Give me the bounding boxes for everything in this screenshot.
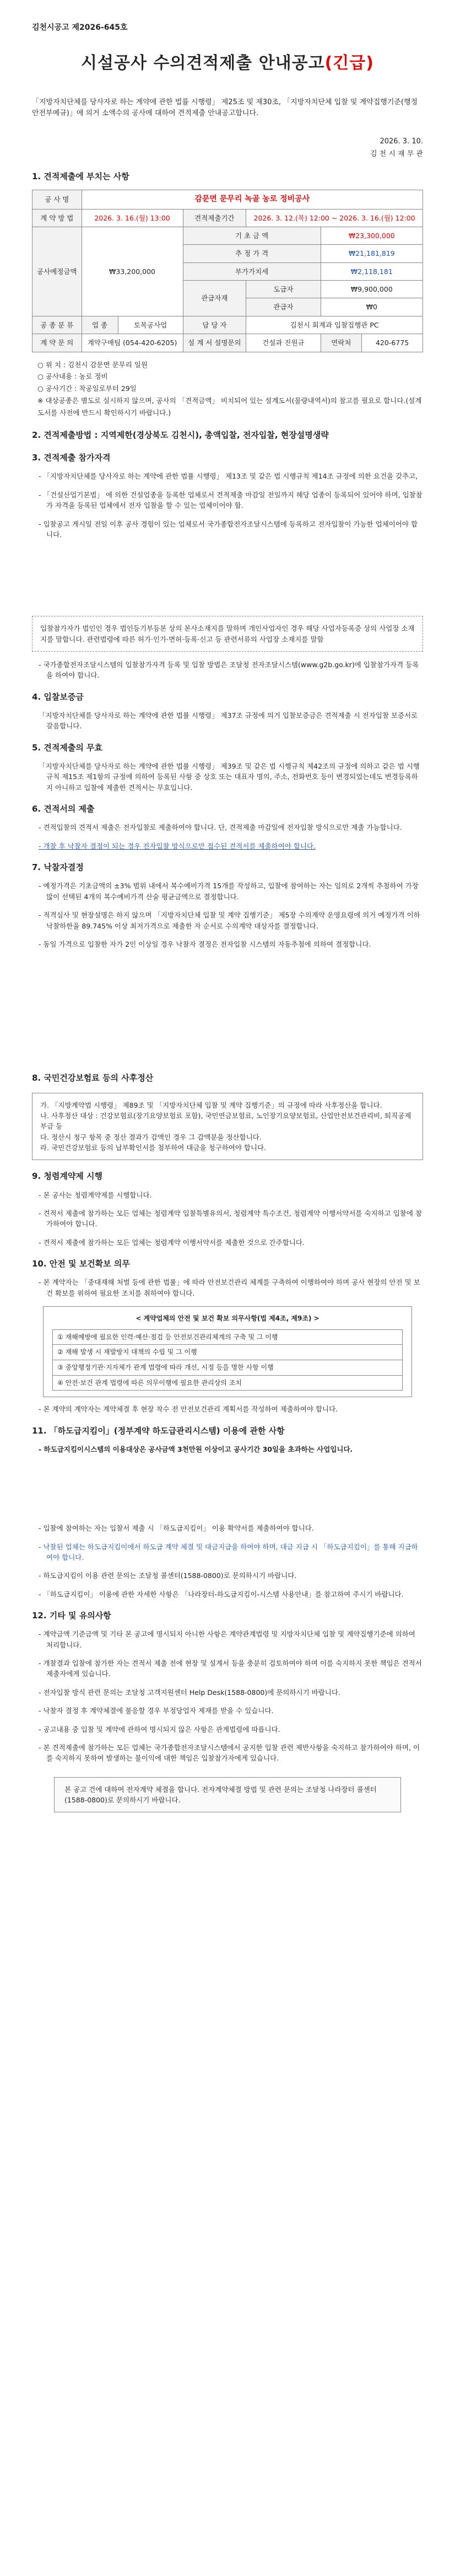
contact-value: 김천시 회계과 입찰집행관 PC [246,316,423,334]
contractor-label: 도급자 [246,281,321,298]
estimate-value: ₩33,200,000 [82,227,183,316]
section-11-title: 11. 「하도급지킴이」(정부계약 하도급관리시스템) 이용에 관한 사항 [32,1425,285,1436]
safety-duty-row: ① 재해예방에 필요한 인력·예산·점검 등 안전보건관리체계의 구축 및 그 이행 [52,1329,403,1345]
section-11-list [39,1523,423,1600]
date-block [32,136,423,160]
estimated-price-label: 추 정 가 격 [183,245,321,262]
design-phone: 420-6775 [362,334,423,352]
urgent-tag: (긴급) [324,53,374,73]
list-item: - 본 공사는 청렴계약제를 시행합니다. [39,1190,152,1199]
safety-duties-title: < 계약업체의 안전 및 보건 확보 의무사항(법 제4조, 제9조) > [136,1314,319,1323]
section-5-text: 「지방자치단체를 당사자로 하는 계약에 관한 법률 시행령」 제39조 및 같은 법 시행규칙 제42조의 규정에 의하고 같은 법 시행규칙 제15조 제1항의 규정에 의하여 등록된 사항 중 상호 또는 대표자 명의, 주소, 전화번호 등이 변경되었는데도 변경등록하지 아니하고 입찰에 제출한 견적서는 무효입니다. [39,762,420,792]
list-item: - 개찰결과 입찰에 참가한 자는 견적서 제출 전에 현장 및 설계서 등을 충분히 검토하여야 하며 이를 숙지하지 못한 책임은 견적서 제출자에게 있습니다. [39,1659,422,1678]
list-item: - 입찰공고 게시일 전일 이후 공사 경험이 있는 업체로서 국가종합전자조달시스템에 등록하고 전자입찰이 가능한 업체이어야 합니다. [39,519,418,539]
government-label: 관급자 [246,298,321,316]
design-label: 설 계 서 설명문의 [183,334,246,352]
safety-duty-row: ③ 중앙행정기관·지자체가 관계 법령에 따라 개선, 시정 등을 명한 사항 이행 [52,1360,403,1376]
list-item: - 「하도급지킴이」 이용에 관한 자세한 사항은 「나라장터-하도급지킴이-시스템 사용안내」를 참고하여 주시기 바랍니다. [39,1590,404,1598]
section-9-title: 9. 청렴계약제 시행 [32,1171,103,1182]
list-item: - 예정가격은 기초금액의 ±3% 범위 내에서 복수예비가격 15개를 작성하고, 입찰에 참여하는 자는 임의로 2개씩 추첨하여 가장 많이 선택된 4개의 복수예비가격 산술 평균금액으로 결정합니다. [39,882,419,901]
section-3-box: 입찰참가자가 법인인 경우 법인등기부등본 상의 본사소재지를 말하며 개인사업자인 경우 해당 사업자등록증 상의 사업장 소재지를 말합니다. 관련법령에 따른 허가·인가·면허·등록·신고 등 관련서류의 사업장 소재지를 말함 [32,616,423,652]
method-value: 2026. 3. 16.(월) 13:00 [82,209,183,227]
section-8-box [32,1093,423,1161]
industry-col: 업 종 [82,316,118,334]
list-item: - 동일 가격으로 입찰한 자가 2인 이상일 경우 낙찰자 결정은 전자입찰 시스템의 자동추첨에 의하여 결정합니다. [39,940,371,948]
industry-label: 공 종 분 류 [32,316,82,334]
contact-col: 담 당 자 [183,316,246,334]
safety-duty-row: ④ 안전·보건 관계 법령에 따른 의무이행에 필요한 관리상의 조치 [52,1375,403,1391]
e-contract-notice: 본 공고 건에 대하여 전자계약 체결을 합니다. 전자계약체결 방법 및 관련 문의는 조달청 나라장터 콜센터(1588-0800)로 문의하시기 바랍니다. [54,1777,401,1813]
base-value: ₩23,300,000 [321,227,422,244]
section-6-list [39,822,423,851]
section-1-title: 1. 견적제출에 부치는 사항 [32,171,129,181]
list-item: - 낙찰된 업체는 하도급지킴이에서 하도급 계약 체결 및 대금지급을 하여야 하며, 대금 지급 시 「하도급지킴이」를 통해 지급하여야 합니다. [39,1542,418,1561]
section-6-title: 6. 견적서의 제출 [32,804,95,814]
list-item: - 적격심사 및 현장설명은 하지 않으며 「지방자치단체 입찰 및 계약 집행기준」 제5장 수의계약 운영요령에 의거 예정가격 이하 낙찰하한율 89.745% 이상 최저가격으로 제출한 자 순서로 수의계약 대상자를 결정합니다. [39,911,420,930]
design-value: 건설과 진원규 [246,334,321,352]
official-material-label: 관급자재 [183,281,246,316]
list-item: - 견적서 제출에 참가하는 모든 업체는 청렴계약 이행서약서를 제출한 것으로 간주합니다. [39,1238,305,1247]
section-10-text: - 본 계약자는 「중대재해 처벌 등에 관한 법률」에 따라 안전보건관리 체계를 구축하여 이행하여야 하며 공사 현장의 안전 및 보건 확보를 위하여 필요한 조치를 취하여야 합니다. [39,1278,420,1297]
list-item: - 전자입찰 방식 관련 문의는 조달청 고객지원센터 Help Desk(1588-0800)에 문의하시기 바랍니다. [39,1688,340,1697]
section-12-title: 12. 기타 및 유의사항 [32,1611,111,1621]
note-period: ○ 공사기간 : 착공일로부터 29일 [37,384,137,393]
list-item: - 공고내용 중 입찰 및 계약에 관하여 명시되지 않은 사항은 관계법령에 따릅니다. [39,1725,280,1734]
industry-value: 토목공사업 [118,316,183,334]
submit-label: 견적제출기간 [183,209,246,227]
section-11-lead [39,1444,423,1455]
project-name: 감문면 문무리 녹골 농로 정비공사 [82,190,422,209]
list-item: - 「건설산업기본법」 에 의한 건설업종을 등록한 업체로서 견적제출 마감일 전일까지 해당 업종이 등록되어 있어야 하며, 입찰참가 자격을 등록된 업체에서 전자 입찰을 할 수 있는 업체이어야 함. [39,490,422,510]
title-main: 시설공사 수의견적제출 안내공고 [81,53,325,73]
section-3-title: 3. 견적제출 참가자격 [32,453,111,463]
section-7-title: 7. 낙찰자결정 [32,862,84,873]
project-label: 공 사 명 [32,190,82,209]
section-10-tail-text: - 본 계약의 계약자는 계약체결 후 현장 착수 전 안전보건관리 계획서를 작성하여 제출하여야 합니다. [39,1405,338,1414]
section-11-lead-text: - 하도급지킴이시스템의 이용대상은 공사금액 3천만원 이상이고 공사기간 30일을 초과하는 사업입니다. [39,1445,353,1453]
section-9-list [39,1190,423,1248]
government-value: ₩0 [321,298,422,316]
list-item: 다. 정산시 청구 항목 중 정산 결과가 감액인 경우 그 감액분을 정산합니다. [40,1133,262,1141]
section-3-tail [39,659,423,681]
section-10-body [39,1277,423,1298]
issue-date: 2026. 3. 10. [380,137,423,146]
note-remark: ※ 대상공종은 별도로 실시하지 않으며, 공사의 「견적금액」 비치되어 있는 설계도서(물량내역서)의 참고를 필요로 합니다.(설계도서를 사전에 반드시 확인하시기 바랍니다.) [37,396,422,417]
section-10-tail [39,1404,423,1414]
document-number: 김천시공고 제2026-645호 [32,23,128,32]
section-7-list [39,881,423,949]
list-item: - 입찰에 참여하는 자는 입찰서 제출 시 「하도급지킴이」 이용 확약서를 제출하여야 합니다. [39,1524,314,1533]
section-3-list [39,471,423,540]
section-4-body [39,710,423,732]
design-phone-label: 연락처 [321,334,362,352]
issuer: 김 천 시 재 무 관 [370,149,423,158]
page-title [32,51,423,77]
submit-value: 2026. 3. 12.(목) 12:00 ~ 2026. 3. 16.(월) 12:00 [246,209,423,227]
section-10-title: 10. 안전 및 보건확보 의무 [32,1259,130,1269]
project-notes [37,359,423,419]
section-4-title: 4. 입찰보증금 [32,691,84,702]
list-item: 나. 사후정산 대상 : 건강보험료(장기요양보험료 포함), 국민연금보험료, 노인장기요양보험료, 산업안전보건관리비, 퇴직공제부금 등 [40,1111,411,1131]
base-label: 기 초 금 액 [183,227,321,244]
method-label: 계 약 방 법 [32,209,82,227]
estimate-label: 공사예정금액 [32,227,82,316]
list-item: - 개찰 후 낙찰자 결정이 되는 경우 전자입찰 방식으로만 접수된 견적서를 제출하여야 합니다. [39,841,316,850]
list-item: - 「지방자치단체를 당사자로 하는 계약에 관한 법률 시행령」 제13조 및 같은 법 시행규칙 제14조 규정에 의한 요건을 갖추고, [39,472,418,481]
safety-duties-box [43,1306,412,1397]
contractor-value: ₩9,900,000 [321,281,422,298]
list-item: 라. 국민건강보험료 등의 납부확인서를 첨부하여 대금을 청구하여야 합니다. [40,1144,267,1152]
list-item: - 낙찰자 결정 후 계약체결에 불응할 경우 부정당업자 제재를 받을 수 있습니다. [39,1706,274,1715]
section-4-text: 「지방자치단체를 당사자로 하는 계약에 관한 법률 시행령」 제37조 규정에 의거 입찰보증금은 견적제출 시 전자입찰 보증서로 갈음합니다. [39,711,418,731]
list-item: - 하도급지킴이 이용 관련 문의는 조달청 콜센터(1588-0800)로 문의하시기 바랍니다. [39,1571,297,1580]
section-2-title: 2. 견적제출방법 : 지역제한(경상북도 김천시), 총액입찰, 전자입찰, 현장설명생략 [32,430,329,440]
list-item: - 국가종합전자조달시스템의 입찰참가자격 등록 및 입찰 방법은 조달청 전자조달시스템(www.g2b.go.kr)에 입찰참가자격 등록을 하여야 합니다. [39,661,419,680]
safety-duty-row: ② 재해 발생 시 재발방지 대책의 수립 및 그 이행 [52,1344,403,1360]
section-5-body [39,761,423,793]
list-item: - 계약금액 기준금액 및 기타 본 공고에 명시되지 아니한 사항은 계약관계법령 및 지방자치단체 입찰 및 계약집행기준에 의하여 처리합니다. [39,1630,415,1649]
list-item: 가. 「지방계약법 시행령」 제89조 및 「지방자치단체 입찰 및 계약 집행기준」의 규정에 따라 사후정산을 합니다. [40,1101,382,1109]
note-location: ○ 위 치 : 김천시 감문면 문무리 일원 [37,360,148,369]
list-item: - 견적입찰의 견적서 제출은 전자입찰로 제출하여야 합니다. 단, 견적제출 마감일에 전자입찰 방식으로만 제출 가능합니다. [39,823,402,832]
section-12-list [39,1629,423,1763]
intro-paragraph: 「지방자치단체를 당사자로 하는 계약에 관한 법률 시행령」 제25조 및 제30조, 「지방자치단체 입찰 및 계약집행기준(행정안전부예규)」에 의거 소액수의 공사에 대하여 견적제출 안내공고합니다. [32,98,418,118]
vat-value: ₩2,118,181 [321,262,422,280]
section-5-title: 5. 견적제출의 무효 [32,742,103,753]
estimated-price-value: ₩21,181,819 [321,245,422,262]
inquiry-value: 계약구매팀 (054-420-6205) [82,334,183,352]
list-item: - 본 견적제출에 참가하는 모든 업체는 국가종합전자조달시스템에서 공지한 입찰 관련 제반사항을 숙지하고 참가하여야 하며, 이를 숙지하지 못하여 발생하는 불이익에 대한 책임은 입찰참가자에게 있습니다. [39,1743,420,1763]
note-content: ○ 공사내용 : 농로 정비 [37,372,108,381]
section-8-title: 8. 국민건강보험료 등의 사후정산 [32,1073,154,1083]
inquiry-label: 계 약 문 의 [32,334,82,352]
project-info-table [32,190,423,352]
list-item: - 견적서 제출에 참가하는 모든 업체는 청렴계약 입찰특별유의서, 청렴계약 특수조건, 청렴계약 이행서약서를 숙지하고 입찰에 참가하여야 합니다. [39,1209,422,1228]
vat-label: 부가가치세 [183,262,321,280]
